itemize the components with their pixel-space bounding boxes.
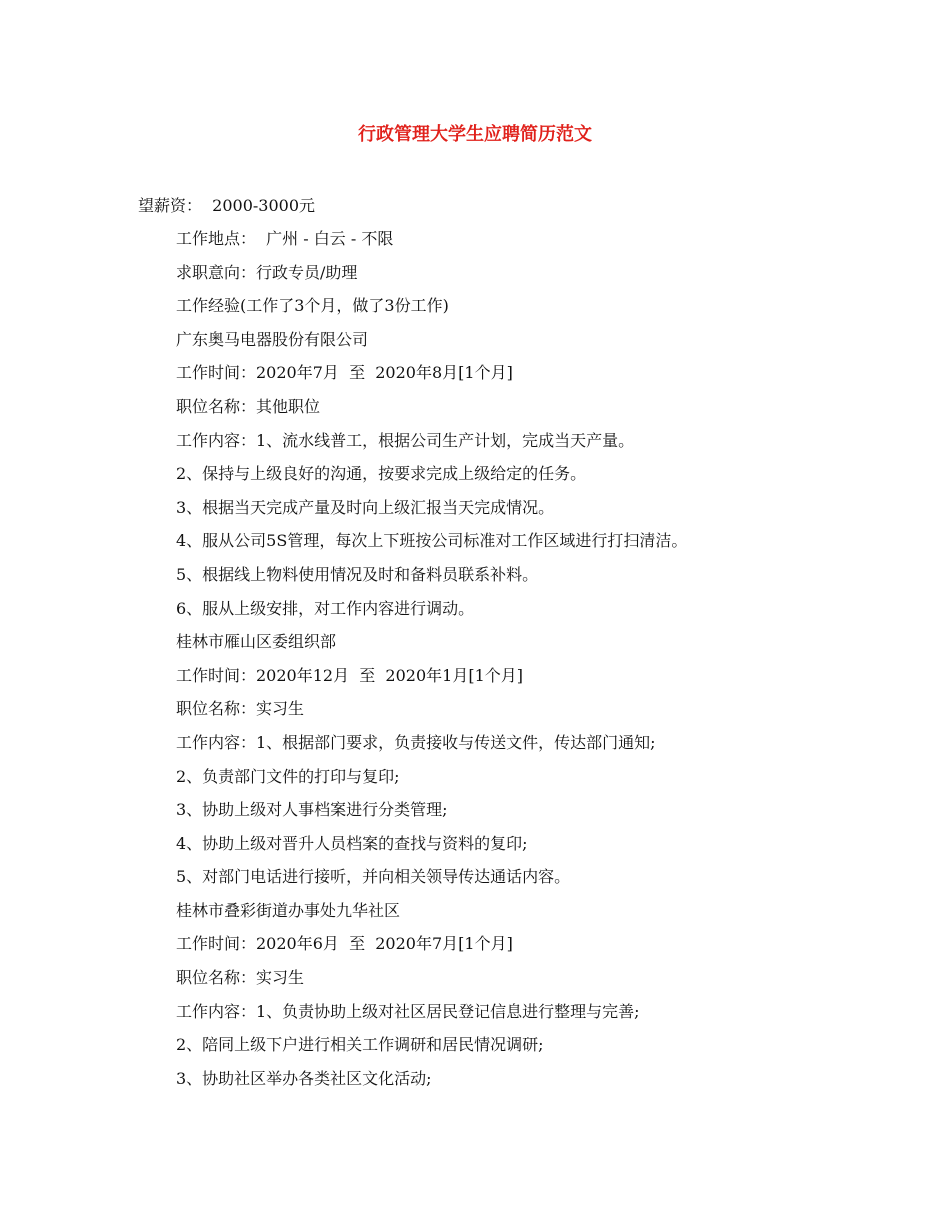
work-experience-line: 工作经验(工作了3个月，做了3份工作) <box>176 296 449 316</box>
work-period-1: 工作时间：2020年7月 至 2020年8月[1个月] <box>176 363 513 383</box>
duty-line: 工作内容：1、负责协助上级对社区居民登记信息进行整理与完善; <box>176 1001 640 1021</box>
duty-line: 2、负责部门文件的打印与复印; <box>176 766 400 786</box>
work-period-2: 工作时间：2020年12月 至 2020年1月[1个月] <box>176 665 523 685</box>
duty-line: 6、服从上级安排，对工作内容进行调动。 <box>176 598 475 618</box>
company-name-2: 桂林市雁山区委组织部 <box>176 632 337 652</box>
duty-line: 3、协助社区举办各类社区文化活动; <box>176 1068 432 1088</box>
duty-line: 5、对部门电话进行接听，并向相关领导传达通话内容。 <box>176 867 571 887</box>
document-body <box>176 226 906 1099</box>
document-title: 行政管理大学生应聘简历范文 <box>358 124 592 145</box>
position-title-2: 职位名称：实习生 <box>176 699 305 719</box>
position-title-3: 职位名称：实习生 <box>176 968 305 988</box>
position-title-1: 职位名称：其他职位 <box>176 396 321 416</box>
duty-line: 工作内容：1、流水线普工，根据公司生产计划，完成当天产量。 <box>176 430 635 450</box>
duty-line: 工作内容：1、根据部门要求，负责接收与传送文件，传达部门通知; <box>176 732 656 752</box>
duty-line: 2、保持与上级良好的沟通，按要求完成上级给定的任务。 <box>176 464 587 484</box>
work-location-line: 工作地点： 广州 - 白云 - 不限 <box>176 229 394 248</box>
duty-line: 4、协助上级对晋升人员档案的查找与资料的复印; <box>176 833 528 853</box>
duty-line: 3、根据当天完成产量及时向上级汇报当天完成情况。 <box>176 497 555 517</box>
job-intention-line: 求职意向：行政专员/助理 <box>176 262 358 282</box>
company-name-1: 广东奥马电器股份有限公司 <box>176 329 369 349</box>
duty-line: 5、根据线上物料使用情况及时和备料员联系补料。 <box>176 564 539 584</box>
duty-line: 2、陪同上级下户进行相关工作调研和居民情况调研; <box>176 1035 544 1055</box>
duty-line: 3、协助上级对人事档案进行分类管理; <box>176 800 448 820</box>
company-name-3: 桂林市叠彩街道办事处九华社区 <box>176 900 401 920</box>
work-period-3: 工作时间：2020年6月 至 2020年7月[1个月] <box>176 934 513 954</box>
duty-line: 4、服从公司5S管理，每次上下班按公司标准对工作区域进行打扫清洁。 <box>176 531 688 551</box>
expected-salary-line: 望薪资： 2000-3000元 <box>138 196 316 215</box>
